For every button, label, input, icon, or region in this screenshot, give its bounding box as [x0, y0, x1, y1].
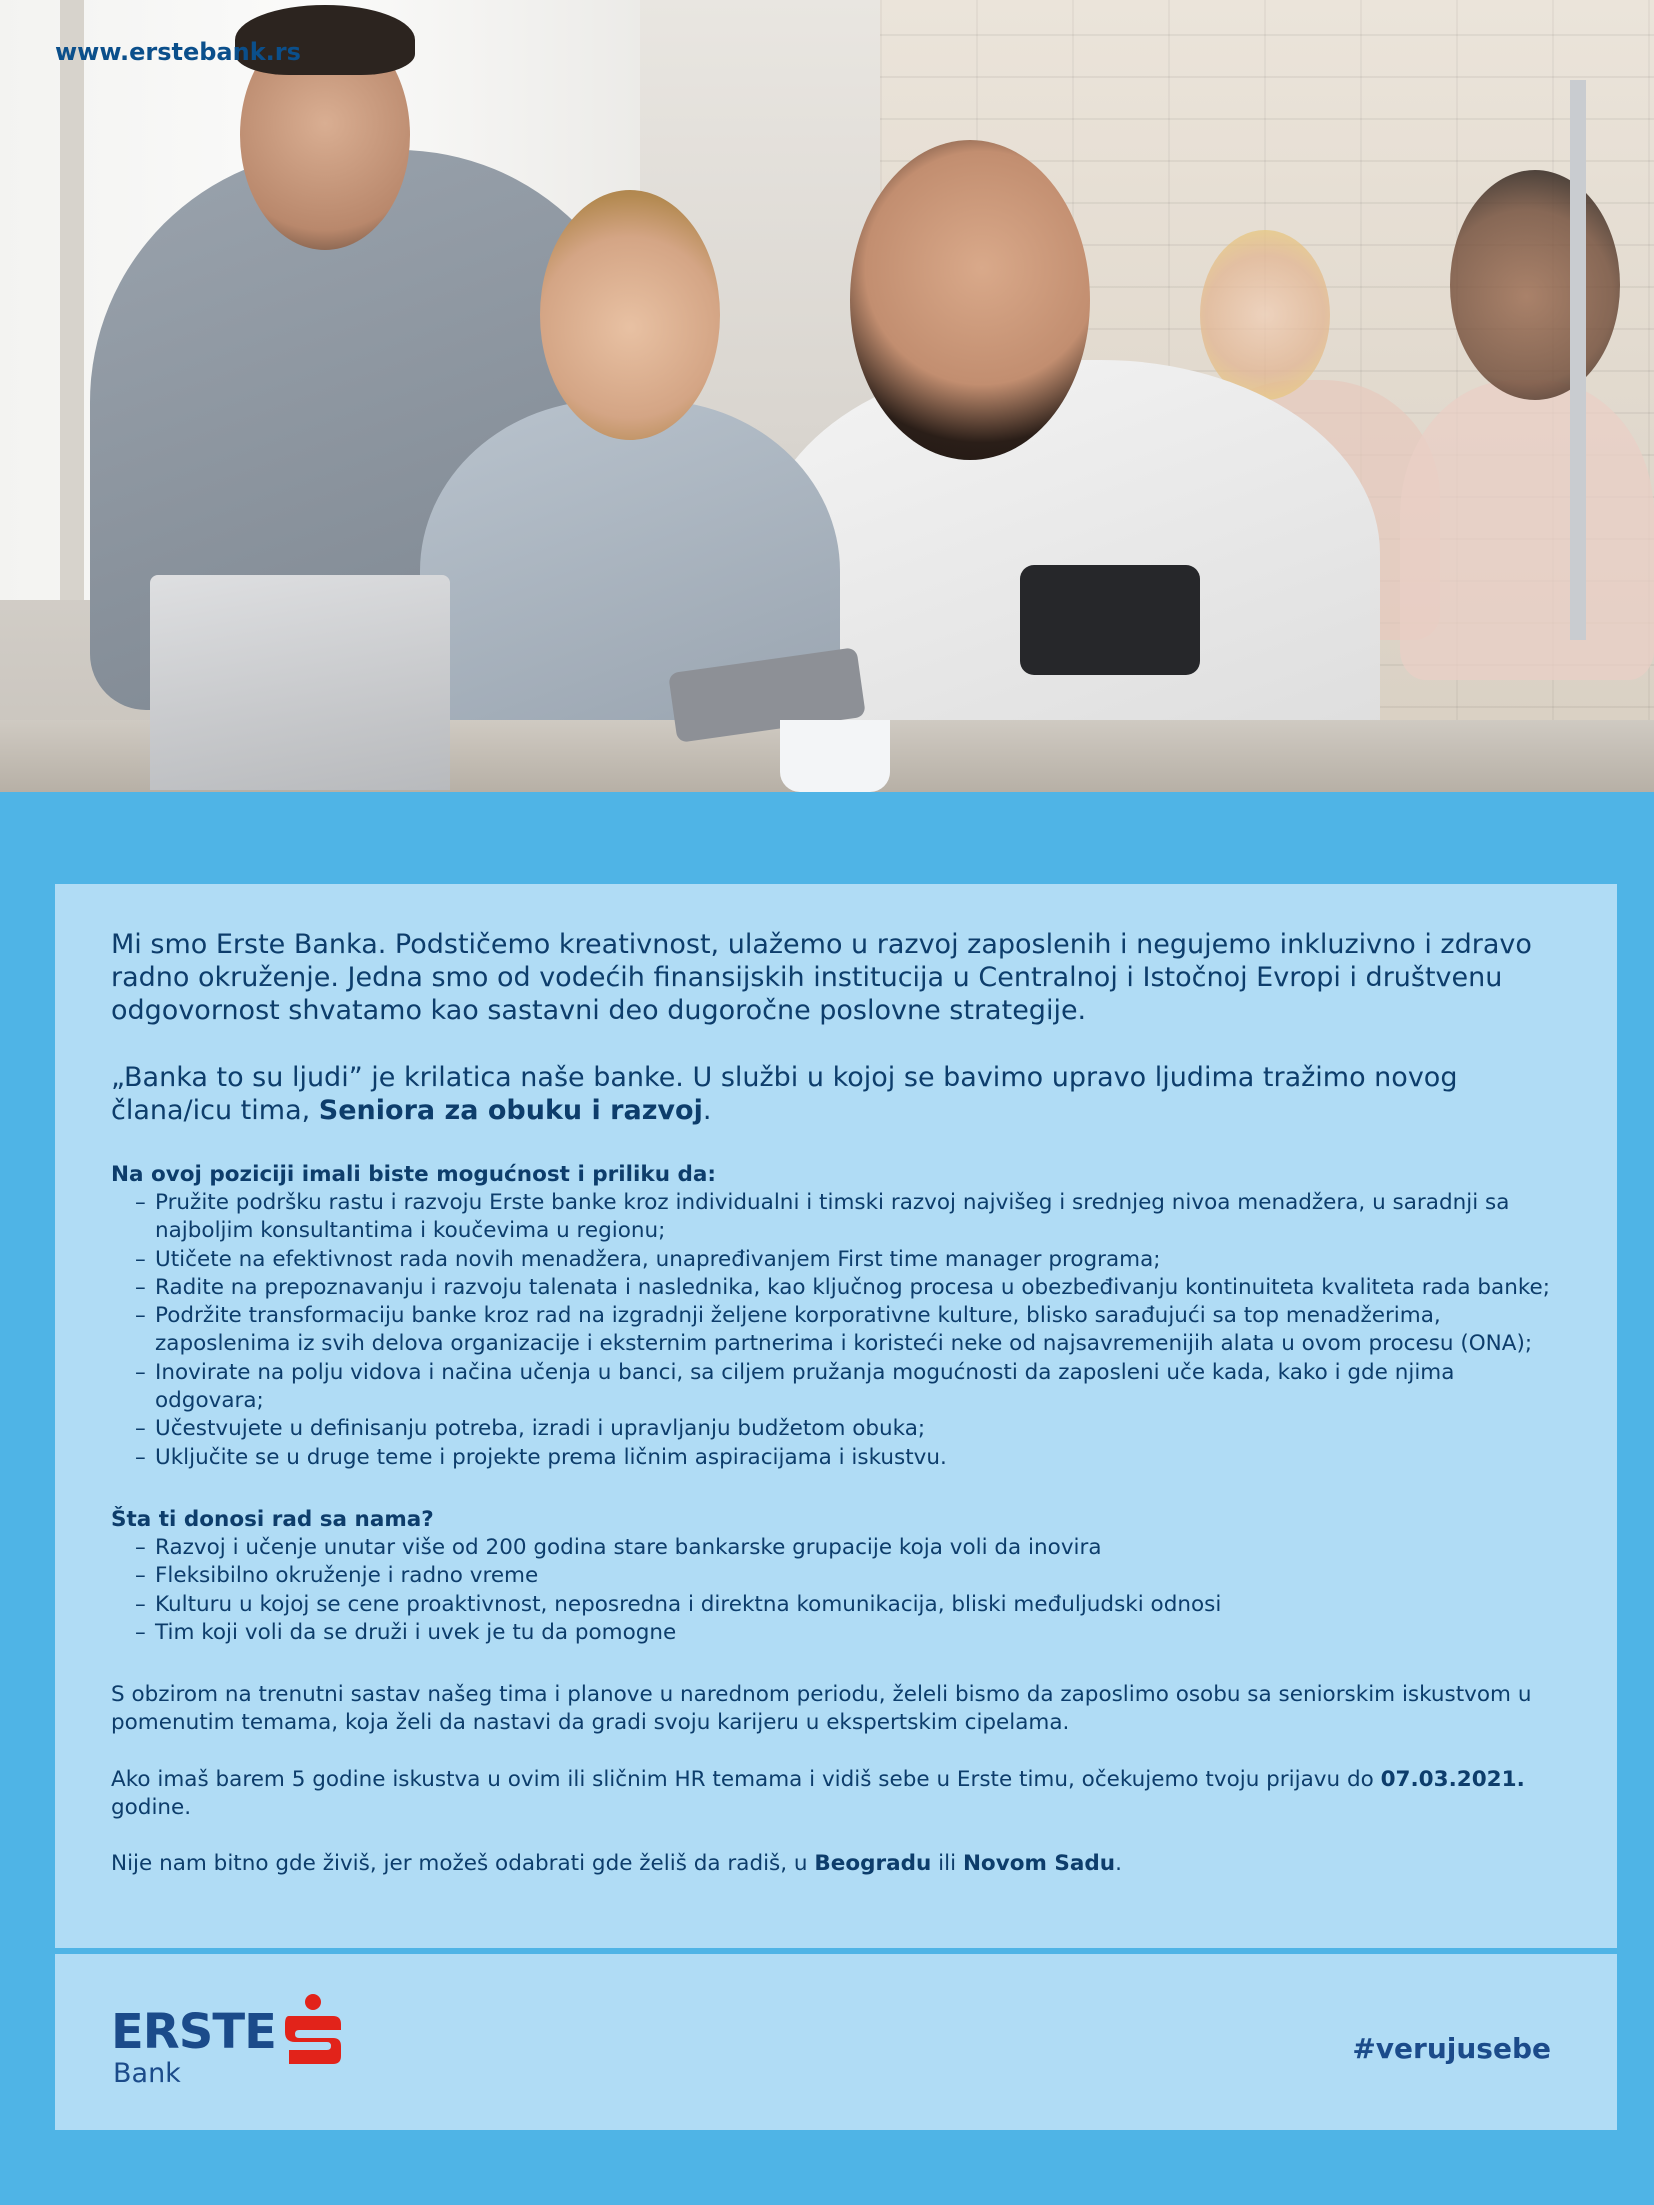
list-item: – Utičete na efektivnost rada novih menadžera, unapređivanjem First time manager programa;	[135, 1246, 1561, 1274]
camera	[1020, 565, 1200, 675]
desk-lamp	[1570, 80, 1586, 640]
benefits-heading: Šta ti donosi rad sa nama?	[111, 1506, 434, 1532]
location-text-or: ili	[931, 1851, 963, 1877]
erste-logo-subtitle: Bank	[113, 2058, 181, 2089]
laptop	[150, 575, 450, 790]
list-item: – Pružite podršku rastu i razvoju Erste banke kroz individualni i timski razvoj najvišeg i srednjeg nivoa menadžera, u saradnji sa najboljim konsultantima i koučevima u regionu;	[135, 1189, 1561, 1246]
opportunities-heading: Na ovoj poziciji imali biste mogućnost i priliku da:	[111, 1162, 716, 1187]
opportunities-list	[111, 1189, 1561, 1472]
role-paragraph-text: „Banka to su ljudi” je krilatica naše banke. U službi u kojoj se bavimo upravo ljudima tražimo novog člana/icu tima,	[111, 1062, 1458, 1126]
woman-head	[540, 190, 720, 440]
coffee-cup	[780, 720, 890, 792]
footer-panel	[55, 1954, 1617, 2130]
role-title: Seniora za obuku i razvoj	[318, 1095, 703, 1126]
city-belgrade: Beogradu	[814, 1851, 932, 1877]
background-person-body	[1400, 380, 1654, 680]
location-text-end: .	[1115, 1851, 1122, 1877]
team-paragraph: S obzirom na trenutni sastav našeg tima i planove u narednom periodu, želeli bismo da zaposlimo osobu sa seniorskim iskustvom u pomenutim temama, koja želi da nastavi da gradi svoju karijeru u ekspertskim cipelama.	[111, 1682, 1532, 1736]
bearded-man-head	[850, 140, 1090, 460]
campaign-hashtag: #verujusebe	[1352, 2032, 1551, 2065]
list-item: – Tim koji voli da se druži i uvek je tu da pomogne	[135, 1619, 1561, 1647]
website-url[interactable]: www.erstebank.rs	[55, 38, 301, 66]
background-person-head	[1200, 230, 1330, 400]
list-item: – Inovirate na polju vidova i načina učenja u banci, sa ciljem pružanja mogućnosti da zaposleni uče kada, kako i gde njima odgovara;	[135, 1359, 1561, 1416]
intro-paragraph: Mi smo Erste Banka. Podstičemo kreativnost, ulažemo u razvoj zaposlenih i negujemo inkluzivno i zdravo radno okruženje. Jedna smo od vodećih finansijskih institucija u Centralnoj i Istočnoj Evropi i društvenu odgovornost shvatamo kao sastavni deo dugoročne poslovne strategije.	[111, 929, 1532, 1026]
application-text: Ako imaš barem 5 godine iskustva u ovim ili sličnim HR temama i vidiš sebe u Erste timu, očekujemo tvoju prijavu do	[111, 1766, 1381, 1792]
list-item: – Razvoj i učenje unutar više od 200 godina stare bankarske grupacije koja voli da inovira	[135, 1534, 1561, 1562]
location-paragraph	[111, 1850, 1561, 1878]
role-paragraph	[111, 1061, 1561, 1127]
location-text: Nije nam bitno gde živiš, jer možeš odabrati gde želiš da radiš, u	[111, 1851, 815, 1877]
application-text-end: godine.	[111, 1795, 192, 1821]
hero-photo	[0, 0, 1654, 792]
job-description-panel	[55, 884, 1617, 1948]
role-paragraph-end: .	[702, 1095, 712, 1126]
list-item: – Učestvujete u definisanju potreba, izradi i upravljanju budžetom obuka;	[135, 1415, 1561, 1443]
benefits-list	[111, 1534, 1561, 1647]
erste-s-logo-icon	[285, 1994, 341, 2064]
erste-logo-wordmark: ERSTE	[111, 2004, 276, 2060]
list-item: – Uključite se u druge teme i projekte prema ličnim aspiracijama i iskustvu.	[135, 1444, 1561, 1472]
list-item: – Radite na prepoznavanju i razvoju talenata i naslednika, kao ključnog procesa u obezbeđivanju kontinuiteta kvaliteta rada banke;	[135, 1274, 1561, 1302]
background-person-head	[1450, 170, 1620, 400]
application-paragraph	[111, 1766, 1561, 1823]
list-item: – Kulturu u kojoj se cene proaktivnost, neposredna i direktna komunikacija, bliski međuljudski odnosi	[135, 1591, 1561, 1619]
list-item: – Podržite transformaciju banke kroz rad na izgradnji željene korporativne kulture, blisko sarađujući sa top menadžerima, zaposlenima iz svih delova organizacije i eksternim partnerima i koristeći neke od najsavremenijih alata u ovom procesu (ONA);	[135, 1302, 1561, 1359]
deadline-date: 07.03.2021.	[1380, 1766, 1525, 1792]
list-item: – Fleksibilno okruženje i radno vreme	[135, 1562, 1561, 1590]
window-frame	[60, 0, 84, 600]
city-novi-sad: Novom Sadu	[962, 1851, 1116, 1877]
